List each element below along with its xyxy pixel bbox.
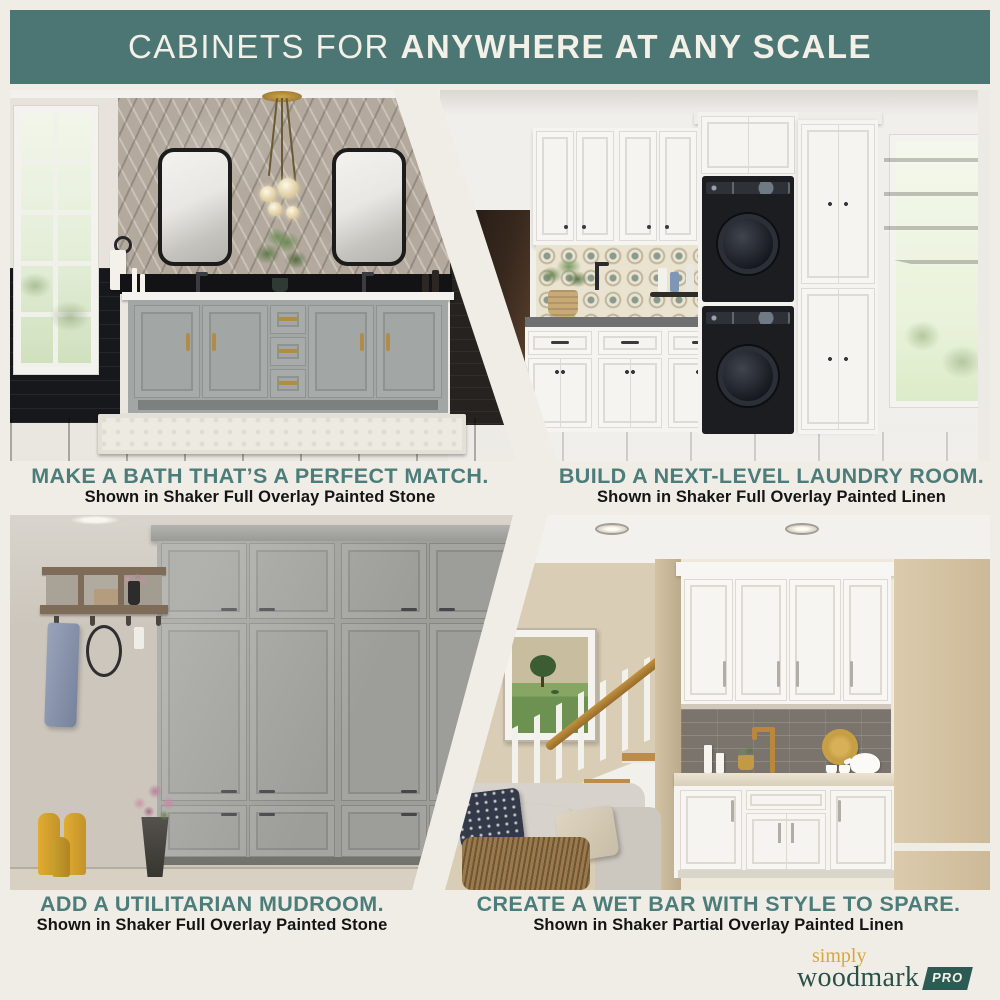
- vanity-door: [202, 305, 268, 398]
- cabinet-door: [341, 623, 427, 801]
- cabinet-drawer: [341, 805, 427, 857]
- caption-title: ADD A UTILITARIAN MUDROOM.: [39, 892, 384, 916]
- brass-faucet: [770, 727, 775, 773]
- dryer-control-panel: [706, 312, 790, 324]
- cabinet-drawer: [249, 805, 335, 857]
- recessed-light: [68, 515, 122, 525]
- upper-cabinet-door: [735, 579, 787, 701]
- gray-vanity: [128, 300, 448, 413]
- cabinet-door: [249, 623, 335, 801]
- vanity-toe-kick: [138, 400, 438, 410]
- pink-flowers: [124, 777, 186, 825]
- wetbar-ceiling: [434, 515, 990, 563]
- photo-row-top: [10, 90, 990, 461]
- pendant-bulb: [286, 206, 299, 219]
- cabinet-drawer: [746, 790, 826, 810]
- mudroom-cabinet-bank: [157, 541, 517, 863]
- caption-subtitle: Shown in Shaker Full Overlay Painted Stone: [84, 488, 436, 506]
- wetbar-crown-molding: [676, 562, 896, 576]
- gold-plant-pot: [738, 755, 754, 770]
- cabinet-door: [161, 623, 247, 801]
- hanging-cord-loop: [86, 625, 122, 677]
- detergent-bottle: [670, 272, 679, 292]
- vanity-drawer: [270, 305, 306, 334]
- logo-woodmark: woodmark: [797, 962, 920, 993]
- bathroom-rug: [98, 414, 466, 454]
- roman-shade: [884, 130, 990, 282]
- recessed-light: [785, 523, 819, 535]
- pendant-bulb: [278, 178, 298, 198]
- hanging-tag: [134, 627, 144, 649]
- photo-row-bottom: [10, 515, 990, 890]
- washer-door: [718, 214, 778, 274]
- recessed-light: [595, 523, 629, 535]
- caption-bathroom: [10, 464, 510, 507]
- tall-pantry-cabinet: [798, 120, 878, 434]
- cabinet-drawer: [528, 331, 592, 355]
- logo-simply: simply: [812, 945, 867, 967]
- hanging-blue-towel: [44, 622, 80, 727]
- plant-vase: [272, 278, 288, 292]
- vanity-drawer: [270, 337, 306, 366]
- cabinet-door: [341, 543, 427, 619]
- header-title: [128, 28, 872, 66]
- cabinet-door: [429, 543, 513, 619]
- bottle: [432, 270, 439, 293]
- wetbar-upper-cabinets: [681, 576, 891, 704]
- faucet-left: [196, 272, 200, 292]
- cabinet-doors: [746, 813, 826, 870]
- fur-throw: [462, 837, 590, 890]
- base-cabinet-section: [595, 327, 665, 432]
- candle: [716, 753, 724, 773]
- laundry-faucet: [595, 262, 599, 290]
- upper-cabinets: [533, 128, 700, 245]
- wetbar-baseboard: [894, 843, 990, 851]
- candle: [140, 274, 145, 294]
- vanity-door: [308, 305, 374, 398]
- coat-hook: [126, 616, 131, 626]
- header-title-regular: CABINETS FOR: [127, 28, 401, 65]
- base-cabinet-door: [830, 790, 892, 870]
- detergent-bottle: [686, 264, 694, 292]
- logo-pro-text: PRO: [931, 969, 965, 985]
- pendant-bulb: [260, 186, 276, 202]
- logo-row: [797, 962, 967, 993]
- caption-subtitle: Shown in Shaker Full Overlay Painted Linen: [597, 488, 946, 506]
- dryer-door: [718, 346, 778, 406]
- faucet-right: [362, 272, 366, 292]
- pendant-bulb: [268, 202, 282, 216]
- upper-cabinet-door: [619, 131, 657, 241]
- base-cabinet-section: [525, 327, 595, 432]
- pantry-door: [801, 124, 875, 284]
- upper-cabinet-door: [843, 579, 888, 701]
- cabinet-drawer: [598, 331, 662, 355]
- vanity-door: [376, 305, 442, 398]
- counter-tray: [650, 292, 704, 297]
- base-cabinet-center: [746, 790, 826, 870]
- caption-wetbar: [447, 892, 990, 935]
- upper-cabinet-door: [576, 131, 614, 241]
- plant-basket: [548, 290, 578, 317]
- mirror-right: [332, 148, 406, 266]
- bottle: [422, 274, 429, 293]
- coat-rack-shelf: [40, 605, 168, 614]
- header-title-bold: ANYWHERE AT ANY SCALE: [400, 28, 873, 65]
- caption-mudroom: [10, 892, 414, 935]
- shelf-box: [94, 589, 118, 605]
- mirror-left: [158, 148, 232, 266]
- cabinet-door: [161, 543, 247, 619]
- teapot: [850, 753, 880, 774]
- vanity-countertop: [122, 292, 454, 300]
- candle: [704, 745, 712, 773]
- vanity-drawer: [270, 369, 306, 398]
- upper-cabinet-door: [659, 131, 697, 241]
- upper-cabinet-door: [684, 579, 733, 701]
- caption-laundry: [553, 464, 990, 507]
- wetbar-right-wall: [894, 559, 990, 890]
- mudroom-crown-molding: [151, 525, 523, 541]
- coat-hook: [90, 616, 95, 626]
- cabinet-door: [249, 543, 335, 619]
- upper-cabinet-door: [536, 131, 574, 241]
- base-cabinet-door: [680, 790, 742, 870]
- laundry-wood-floor: [434, 432, 990, 461]
- wetbar-base-cabinets: [674, 786, 898, 878]
- wetbar-toe-kick: [678, 870, 894, 878]
- detergent-bottle: [658, 268, 667, 292]
- vanity-door: [134, 305, 200, 398]
- bathroom-window: [14, 106, 98, 374]
- header-banner: [10, 10, 990, 84]
- logo-pro-badge: [922, 967, 973, 990]
- shelf-vase: [128, 581, 140, 605]
- caption-title: BUILD A NEXT-LEVEL LAUNDRY ROOM.: [558, 464, 985, 488]
- brand-logo: [797, 945, 967, 996]
- washer-control-panel: [706, 182, 790, 194]
- laundry-right-wall: [978, 90, 990, 461]
- counter-plant: [248, 222, 312, 280]
- caption-subtitle: Shown in Shaker Full Overlay Painted Stone: [36, 916, 388, 934]
- candle: [132, 268, 137, 294]
- upper-cabinet-door: [789, 579, 841, 701]
- cabinet-above-washer: [701, 116, 795, 174]
- pantry-door: [801, 288, 875, 430]
- wetbar-countertop: [674, 773, 898, 786]
- cabinet-doors: [528, 358, 592, 428]
- caption-title: MAKE A BATH THAT’S A PERFECT MATCH.: [31, 464, 489, 488]
- coat-hook: [156, 616, 161, 626]
- yellow-boot: [52, 837, 70, 877]
- cabinet-doors: [598, 358, 662, 428]
- caption-subtitle: Shown in Shaker Partial Overlay Painted Linen: [533, 916, 904, 934]
- caption-title: CREATE A WET BAR WITH STYLE TO SPARE.: [476, 892, 961, 916]
